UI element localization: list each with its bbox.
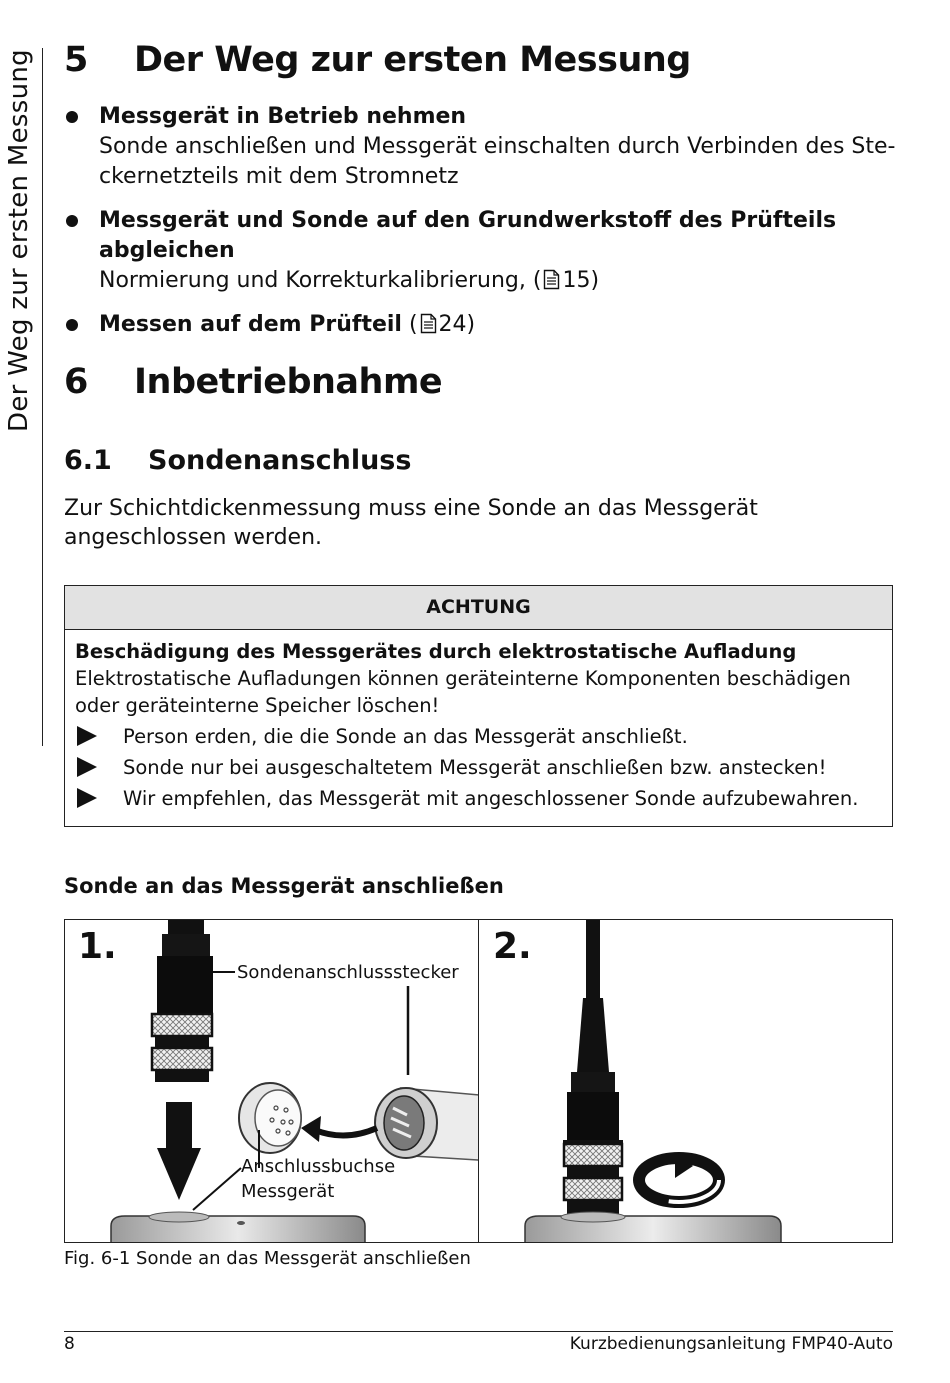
side-divider [42,48,43,746]
side-title: Der Weg zur ersten Messung [4,49,34,432]
bullet-dot-icon [66,215,78,227]
connector-label: Sondenanschlussstecker [237,962,459,983]
figure-panel-step-2 [478,920,892,1242]
page-reference-icon [420,313,437,334]
figure-panel-step-1 [65,920,478,1242]
page-reference-icon [543,269,560,290]
bullet-dot-icon [66,319,78,331]
action-arrow-icon [77,788,97,808]
warning-action-text: Sonde nur bei ausgeschaltetem Messgerät anschließen bzw. anstecken! [123,756,827,779]
list-item [64,206,914,296]
list-item [64,310,914,340]
warning-action [75,754,882,781]
warning-body [65,630,892,820]
warning-action-text: Wir empfehlen, das Messgerät mit angeschlossener Sonde aufzubewahren. [123,787,859,810]
section-number: 6.1 [64,445,112,476]
socket-label [241,1154,395,1204]
list-item-title: Messgerät und Sonde auf den Grundwerkstoff des Prüfteils abgleichen [99,208,837,263]
footer-title: Kurzbedienungsanleitung FMP40-Auto [569,1334,893,1354]
action-arrow-icon [77,757,97,777]
list-item-title: Messen auf dem Prüfteil [99,312,402,337]
section-title: Der Weg zur ersten Messung [134,40,691,80]
figure-caption: Fig. 6-1 Sonde an das Messgerät anschließen [64,1248,471,1269]
step-2-illustration [479,920,892,1242]
page-number: 8 [64,1334,75,1354]
section-5-heading [64,40,691,80]
section-number: 5 [64,40,88,80]
section-title: Inbetriebnahme [134,362,443,402]
action-arrow-icon [77,726,97,746]
list-item-title: Messgerät in Betrieb nehmen [99,104,467,129]
socket-label-line-1: Anschlussbuchse [241,1156,396,1177]
page-reference[interactable]: 24) [438,312,476,337]
section-number: 6 [64,362,88,402]
socket-label-line-2: Messgerät [241,1181,335,1202]
section-6-heading [64,362,442,402]
connection-figure [64,919,893,1243]
page-reference[interactable]: 15) [562,268,600,293]
warning-title: Beschädigung des Messgerätes durch elektrostatische Aufladung [75,640,797,663]
list-item-text: ( [401,312,418,337]
warning-action-text: Person erden, die die Sonde an das Messgerät anschließt. [123,725,688,748]
list-item [64,102,914,192]
warning-action [75,723,882,750]
step-number: 1. [78,926,117,967]
bullet-dot-icon [66,111,78,123]
footer-divider [64,1331,893,1332]
list-item-text: Sonde anschließen und Messgerät einschalten durch Verbinden des Ste-ckernetzteils mit dem Stromnetz [99,134,896,189]
list-item-text: Normierung und Korrekturkalibrierung, ( [99,268,542,293]
intro-paragraph: Zur Schichtdickenmessung muss eine Sonde an das Messgerät angeschlossen werden. [64,496,758,550]
warning-text: Elektrostatische Aufladungen können geräteinterne Komponenten beschädigen oder geräteinterne Speicher löschen! [75,667,851,717]
warning-action [75,785,882,812]
warning-header: ACHTUNG [65,586,892,630]
figure-heading: Sonde an das Messgerät anschließen [64,874,504,898]
warning-box [64,585,893,827]
section-6-1-heading [64,445,411,476]
section-title: Sondenanschluss [148,445,412,476]
steps-list [64,102,914,354]
step-number: 2. [493,926,532,967]
